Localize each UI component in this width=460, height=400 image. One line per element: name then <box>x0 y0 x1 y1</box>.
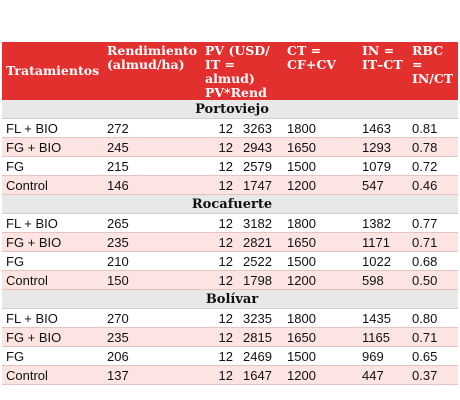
cell-trat: FG <box>2 347 103 366</box>
table-row <box>2 366 458 385</box>
table-row <box>2 271 458 290</box>
group-row <box>2 290 458 309</box>
cell-ct: 1800 <box>283 309 358 328</box>
header-ct: CT = CF+CV <box>283 42 358 100</box>
cell-rbc: 0.65 <box>408 347 458 366</box>
cell-in: 598 <box>358 271 408 290</box>
cell-trat: Control <box>2 366 103 385</box>
cell-rbc: 0.71 <box>408 233 458 252</box>
table-row <box>2 138 458 157</box>
cell-ct: 1650 <box>283 328 358 347</box>
table-row <box>2 233 458 252</box>
table-row <box>2 214 458 233</box>
cell-in: 1079 <box>358 157 408 176</box>
cell-it: 2469 <box>237 347 283 366</box>
table-row <box>2 157 458 176</box>
header-rbc: RBC = IN/CT <box>408 42 458 100</box>
table-row <box>2 328 458 347</box>
cell-it: 3182 <box>237 214 283 233</box>
cell-rend: 137 <box>103 366 201 385</box>
cell-rend: 245 <box>103 138 201 157</box>
cell-pv: 12 <box>201 233 237 252</box>
cell-it: 2579 <box>237 157 283 176</box>
cell-rbc: 0.72 <box>408 157 458 176</box>
cell-trat: FG <box>2 252 103 271</box>
group-row <box>2 100 458 119</box>
cell-ct: 1500 <box>283 252 358 271</box>
cell-pv: 12 <box>201 347 237 366</box>
table-body <box>2 100 458 385</box>
cell-rbc: 0.71 <box>408 328 458 347</box>
cell-it: 1798 <box>237 271 283 290</box>
cell-ct: 1650 <box>283 233 358 252</box>
cell-trat: FG + BIO <box>2 328 103 347</box>
cell-trat: FG + BIO <box>2 233 103 252</box>
cell-rbc: 0.78 <box>408 138 458 157</box>
cell-in: 1171 <box>358 233 408 252</box>
cell-rend: 235 <box>103 328 201 347</box>
cell-rend: 270 <box>103 309 201 328</box>
cell-rend: 146 <box>103 176 201 195</box>
cell-pv: 12 <box>201 138 237 157</box>
cell-pv: 12 <box>201 214 237 233</box>
cell-in: 1435 <box>358 309 408 328</box>
cell-ct: 1800 <box>283 119 358 138</box>
cell-ct: 1650 <box>283 138 358 157</box>
cell-in: 547 <box>358 176 408 195</box>
cell-pv: 12 <box>201 157 237 176</box>
cell-trat: FG + BIO <box>2 138 103 157</box>
cell-trat: FG <box>2 157 103 176</box>
cell-it: 2522 <box>237 252 283 271</box>
cell-rbc: 0.50 <box>408 271 458 290</box>
cell-rbc: 0.68 <box>408 252 458 271</box>
cell-trat: FL + BIO <box>2 309 103 328</box>
cell-rend: 265 <box>103 214 201 233</box>
table-row <box>2 309 458 328</box>
cell-rend: 206 <box>103 347 201 366</box>
cell-rend: 235 <box>103 233 201 252</box>
cell-pv: 12 <box>201 252 237 271</box>
header-tratamientos: Tratamientos <box>2 42 103 100</box>
group-label: Bolívar <box>2 290 458 309</box>
cell-pv: 12 <box>201 366 237 385</box>
cell-it: 2821 <box>237 233 283 252</box>
cell-in: 969 <box>358 347 408 366</box>
cell-ct: 1200 <box>283 176 358 195</box>
cell-it: 2943 <box>237 138 283 157</box>
group-label: Rocafuerte <box>2 195 458 214</box>
cell-pv: 12 <box>201 119 237 138</box>
cell-rbc: 0.46 <box>408 176 458 195</box>
cell-pv: 12 <box>201 176 237 195</box>
cell-ct: 1800 <box>283 214 358 233</box>
cell-rend: 150 <box>103 271 201 290</box>
cell-it: 1747 <box>237 176 283 195</box>
group-row <box>2 195 458 214</box>
cell-ct: 1200 <box>283 366 358 385</box>
economic-analysis-table <box>2 42 458 385</box>
cell-pv: 12 <box>201 271 237 290</box>
cell-rend: 272 <box>103 119 201 138</box>
cell-trat: Control <box>2 176 103 195</box>
cell-ct: 1200 <box>283 271 358 290</box>
table-header-row <box>2 42 458 100</box>
cell-it: 3235 <box>237 309 283 328</box>
cell-it: 2815 <box>237 328 283 347</box>
cell-it: 3263 <box>237 119 283 138</box>
cell-rbc: 0.37 <box>408 366 458 385</box>
table-row <box>2 176 458 195</box>
cell-pv: 12 <box>201 309 237 328</box>
cell-trat: FL + BIO <box>2 214 103 233</box>
table-row <box>2 252 458 271</box>
table-row <box>2 119 458 138</box>
cell-trat: FL + BIO <box>2 119 103 138</box>
cell-in: 1463 <box>358 119 408 138</box>
cell-it: 1647 <box>237 366 283 385</box>
cell-rbc: 0.77 <box>408 214 458 233</box>
cell-in: 1382 <box>358 214 408 233</box>
group-label: Portoviejo <box>2 100 458 119</box>
cell-trat: Control <box>2 271 103 290</box>
cell-in: 447 <box>358 366 408 385</box>
cell-rend: 215 <box>103 157 201 176</box>
cell-rend: 210 <box>103 252 201 271</box>
header-rendimiento: Rendimiento (almud/ha) <box>103 42 201 100</box>
cell-rbc: 0.81 <box>408 119 458 138</box>
cell-ct: 1500 <box>283 157 358 176</box>
table-row <box>2 347 458 366</box>
header-in: IN = IT–CT <box>358 42 408 100</box>
cell-in: 1165 <box>358 328 408 347</box>
cell-pv: 12 <box>201 328 237 347</box>
cell-in: 1293 <box>358 138 408 157</box>
cell-in: 1022 <box>358 252 408 271</box>
cell-rbc: 0.80 <box>408 309 458 328</box>
header-pv-it: PV (USD/ IT = almud) PV*Rend <box>201 42 283 100</box>
cell-ct: 1500 <box>283 347 358 366</box>
